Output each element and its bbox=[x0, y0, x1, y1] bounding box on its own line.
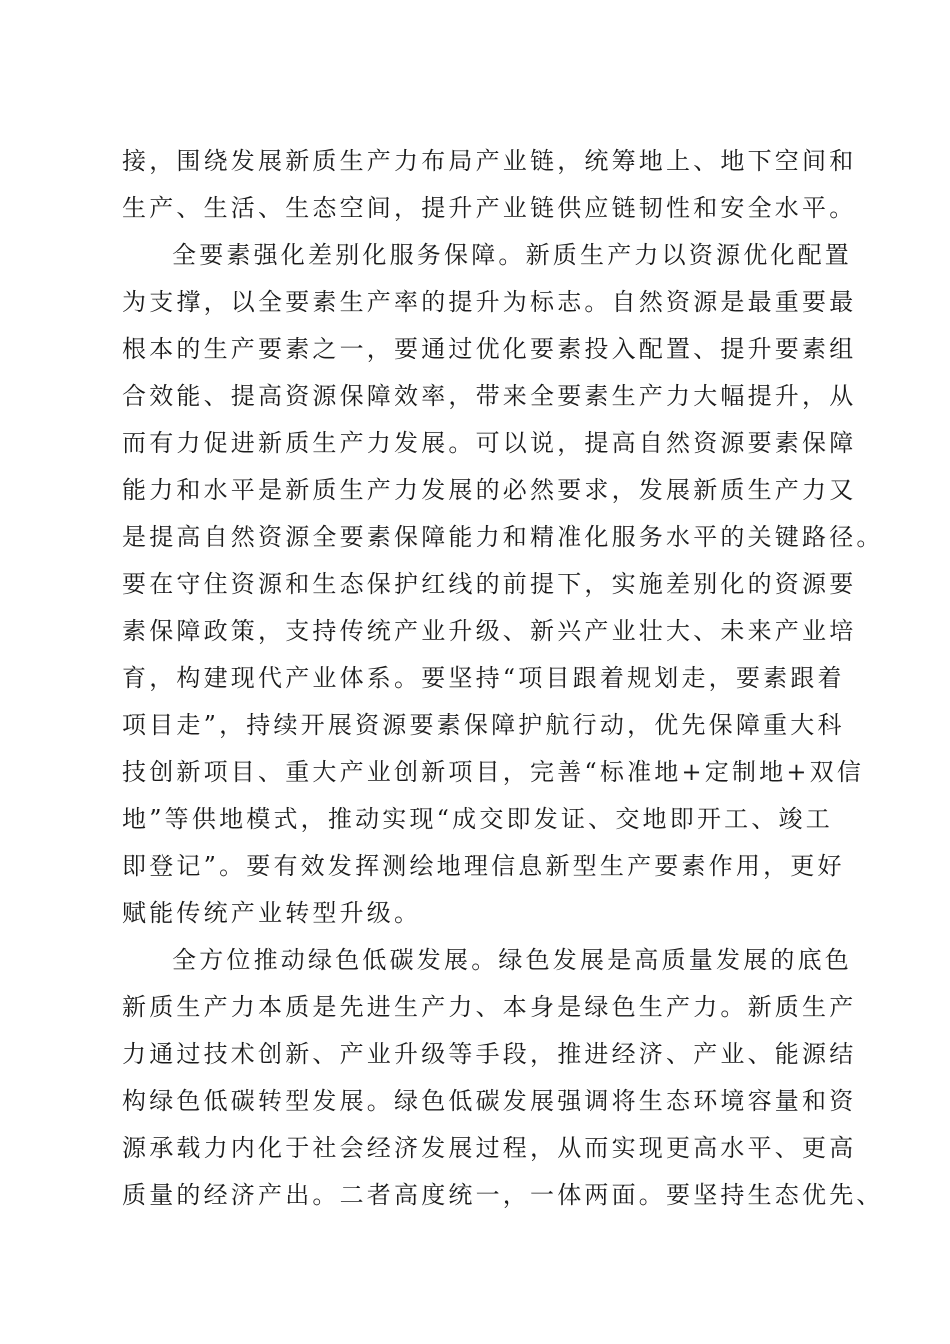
text-line: 生产、生活、生态空间，提升产业链供应链韧性和安全水平。 bbox=[122, 194, 857, 222]
text-line: 构绿色低碳转型发展。绿色低碳发展强调将生态环境容量和资 bbox=[122, 1087, 857, 1115]
text-line: 素保障政策，支持传统产业升级、新兴产业壮大、未来产业培 bbox=[122, 617, 857, 645]
text-line: 地”等供地模式，推动实现“成交即发证、交地即开工、竣工 bbox=[122, 805, 833, 833]
text-line: 而有力促进新质生产力发展。可以说，提高自然资源要素保障 bbox=[122, 429, 857, 457]
text-line: 接，围绕发展新质生产力布局产业链，统筹地上、地下空间和 bbox=[122, 147, 857, 175]
text-line: 力通过技术创新、产业升级等手段，推进经济、产业、能源结 bbox=[122, 1040, 857, 1068]
text-line: 技创新项目、重大产业创新项目，完善“标准地+定制地+双信 bbox=[122, 758, 865, 786]
text-line: 新质生产力本质是先进生产力、本身是绿色生产力。新质生产 bbox=[122, 993, 857, 1021]
text-line: 是提高自然资源全要素保障能力和精准化服务水平的关键路径。 bbox=[122, 523, 884, 551]
text-line: 为支撑，以全要素生产率的提升为标志。自然资源是最重要最 bbox=[122, 288, 857, 316]
text-line: 要在守住资源和生态保护红线的前提下，实施差别化的资源要 bbox=[122, 570, 857, 598]
text-line: 赋能传统产业转型升级。 bbox=[122, 899, 422, 927]
text-line: 源承载力内化于社会经济发展过程，从而实现更高水平、更高 bbox=[122, 1134, 857, 1162]
text-line: 质量的经济产出。二者高度统一，一体两面。要坚持生态优先、 bbox=[122, 1181, 884, 1209]
text-line: 合效能、提高资源保障效率，带来全要素生产力大幅提升，从 bbox=[122, 382, 857, 410]
text-line: 根本的生产要素之一，要通过优化要素投入配置、提升要素组 bbox=[122, 335, 857, 363]
text-line: 即登记”。要有效发挥测绘地理信息新型生产要素作用，更好 bbox=[122, 852, 845, 880]
paragraph-heading-line: 全方位推动绿色低碳发展。绿色发展是高质量发展的底色 bbox=[172, 946, 852, 974]
text-line: 项目走”，持续开展资源要素保障护航行动，优先保障重大科 bbox=[122, 711, 845, 739]
paragraph-heading-line: 全要素强化差别化服务保障。新质生产力以资源优化配置 bbox=[172, 241, 852, 269]
text-line: 育，构建现代产业体系。要坚持“项目跟着规划走，要素跟着 bbox=[122, 664, 845, 692]
text-line: 能力和水平是新质生产力发展的必然要求，发展新质生产力又 bbox=[122, 476, 857, 504]
